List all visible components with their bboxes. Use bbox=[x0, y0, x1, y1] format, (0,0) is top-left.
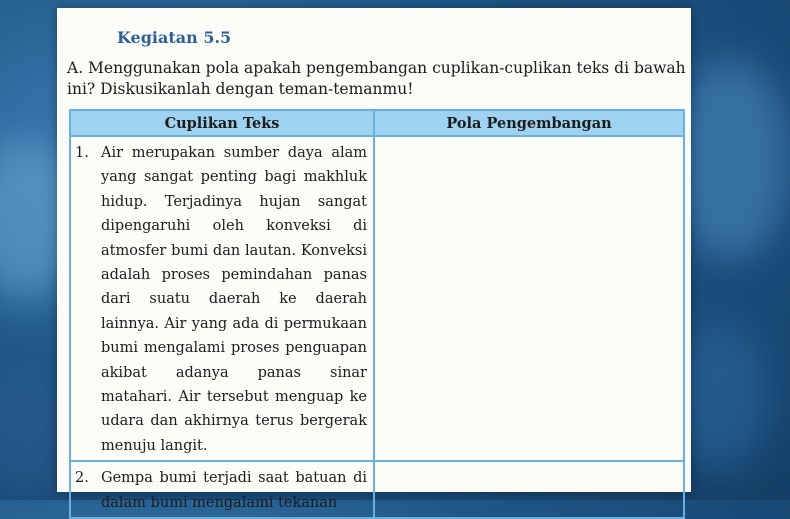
table-row bbox=[70, 461, 684, 518]
header-cuplikan-teks: Cuplikan Teks bbox=[70, 110, 374, 136]
row-number: 1. bbox=[75, 145, 89, 161]
activity-title: Kegiatan 5.5 bbox=[117, 28, 232, 47]
excerpt-cell bbox=[70, 136, 374, 461]
activity-instruction: A. Menggunakan pola apakah pengembangan cuplikan-cuplikan teks di bawah ini? Diskusikanlah dengan teman-temanmu! bbox=[67, 59, 686, 98]
book-page bbox=[57, 8, 691, 511]
pattern-cell[interactable] bbox=[374, 461, 684, 518]
table-row bbox=[70, 136, 684, 461]
pattern-cell[interactable] bbox=[374, 136, 684, 461]
worksheet-table bbox=[69, 109, 685, 519]
row-number: 2. bbox=[75, 470, 89, 487]
header-pola-pengembangan: Pola Pengembangan bbox=[374, 110, 684, 136]
excerpt-text: Air merupakan sumber daya alam yang sangat penting bagi makhluk hidup. Terjadinya hujan sangat dipengaruhi oleh konveksi di atmosfer bumi dan lautan. Konveksi adalah proses pemindahan panas dari suatu daerah ke daerah lainnya. Air yang ada di permukaan bumi mengalami proses penguapan akibat adanya panas sinar matahari. Air tersebut menguap ke udara dan akhirnya terus bergerak menuju langit. bbox=[101, 145, 367, 454]
excerpt-cell bbox=[70, 461, 374, 518]
table-header-row bbox=[70, 110, 684, 136]
excerpt-text: Gempa bumi terjadi saat batuan di dalam bumi mengalami tekanan bbox=[101, 470, 367, 511]
